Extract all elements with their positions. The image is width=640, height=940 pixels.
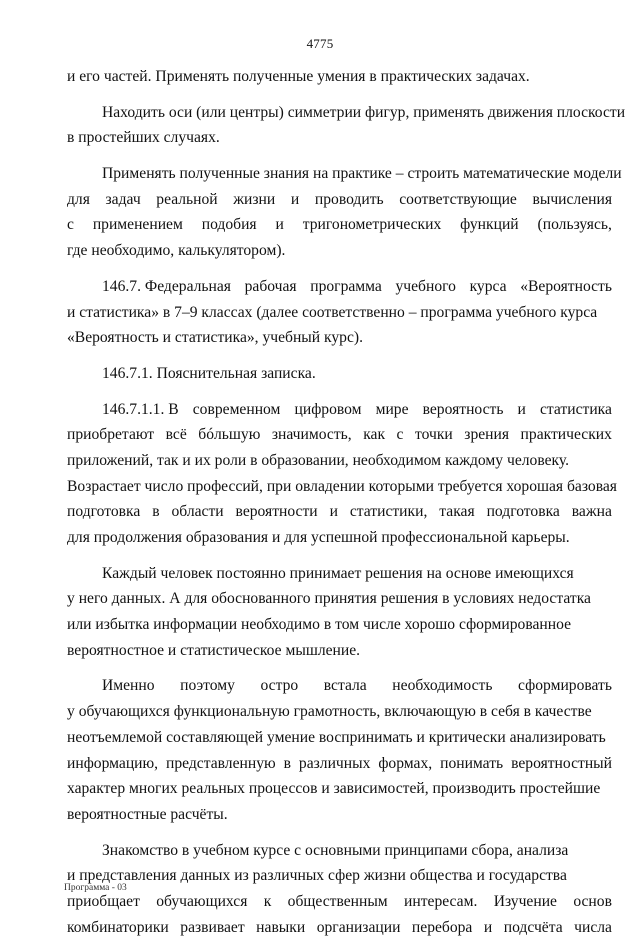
text-line: у обучающихся функциональную грамотность, включающую в себя в качестве [67,703,592,721]
text-line: вероятностное и статистическое мышление. [67,641,361,659]
text-line: для задач реальной жизни и проводить соответствующие вычисления [67,190,612,208]
text-line: где необходимо, калькулятором). [67,242,286,260]
text-line: для продолжения образования и для успешной профессиональной карьеры. [67,529,570,546]
text-line: у него данных. А для обоснованного принятия решения в условиях недостатка [67,590,591,608]
text-line: Находить оси (или центры) симметрии фигур, применять движения плоскости [102,103,626,121]
text-line: 146.7. Федеральная рабочая программа учебного курса «Вероятность [102,277,612,295]
text-line: или избытка информации необходимо в том числе хорошо сформированное [67,616,572,634]
text-line: неотъемлемой составляющей умение воспринимать и критически анализировать [67,728,606,746]
text-line: Применять полученные знания на практике – строить математические модели [102,165,622,183]
text-line: приобретают всё бóльшую значимость, как с точки зрения практических [67,426,612,444]
text-line: комбинаторики развивает навыки организации перебора и подсчёта числа [67,918,612,936]
text-line: Именно поэтому остро встала необходимость сформировать [102,677,612,695]
text-line: «Вероятность и статистика», учебный курс). [67,329,363,347]
footer-label: Программа - 03 [64,883,127,893]
text-line: с применением подобия и тригонометрических функций (пользуясь, [67,216,612,234]
text-line: приложений, так и их роли в образовании, необходимом каждому человеку. [67,451,570,469]
text-line: характер многих реальных процессов и зависимостей, производить простейшие [67,780,601,798]
text-line: Каждый человек постоянно принимает решения на основе имеющихся [102,564,574,582]
page-number: 4775 [306,36,334,51]
text-line: 146.7.1.1. В современном цифровом мире вероятность и статистика [102,400,612,418]
document-body [67,64,626,940]
text-line: и его частей. Применять полученные умения в практических задачах. [67,68,530,85]
text-line: и представления данных из различных сфер жизни общества и государства [67,867,567,885]
text-line: информацию, представленную в различных формах, понимать вероятностный [67,754,612,772]
text-line: подготовка в области вероятности и статистики, такая подготовка важна [67,503,612,521]
text-line: вероятностные расчёты. [67,805,228,823]
text-line: Возрастает число профессий, при овладении которыми требуется хорошая базовая [67,477,617,495]
text-line: приобщает обучающихся к общественным интересам. Изучение основ [67,892,612,910]
text-line: в простейших случаях. [67,129,220,147]
section-heading: 146.7.1. Пояснительная записка. [102,364,316,382]
text-line: Знакомство в учебном курсе с основными принципами сбора, анализа [102,841,569,859]
text-line: и статистика» в 7–9 классах (далее соответственно – программа учебного курса [67,303,598,321]
